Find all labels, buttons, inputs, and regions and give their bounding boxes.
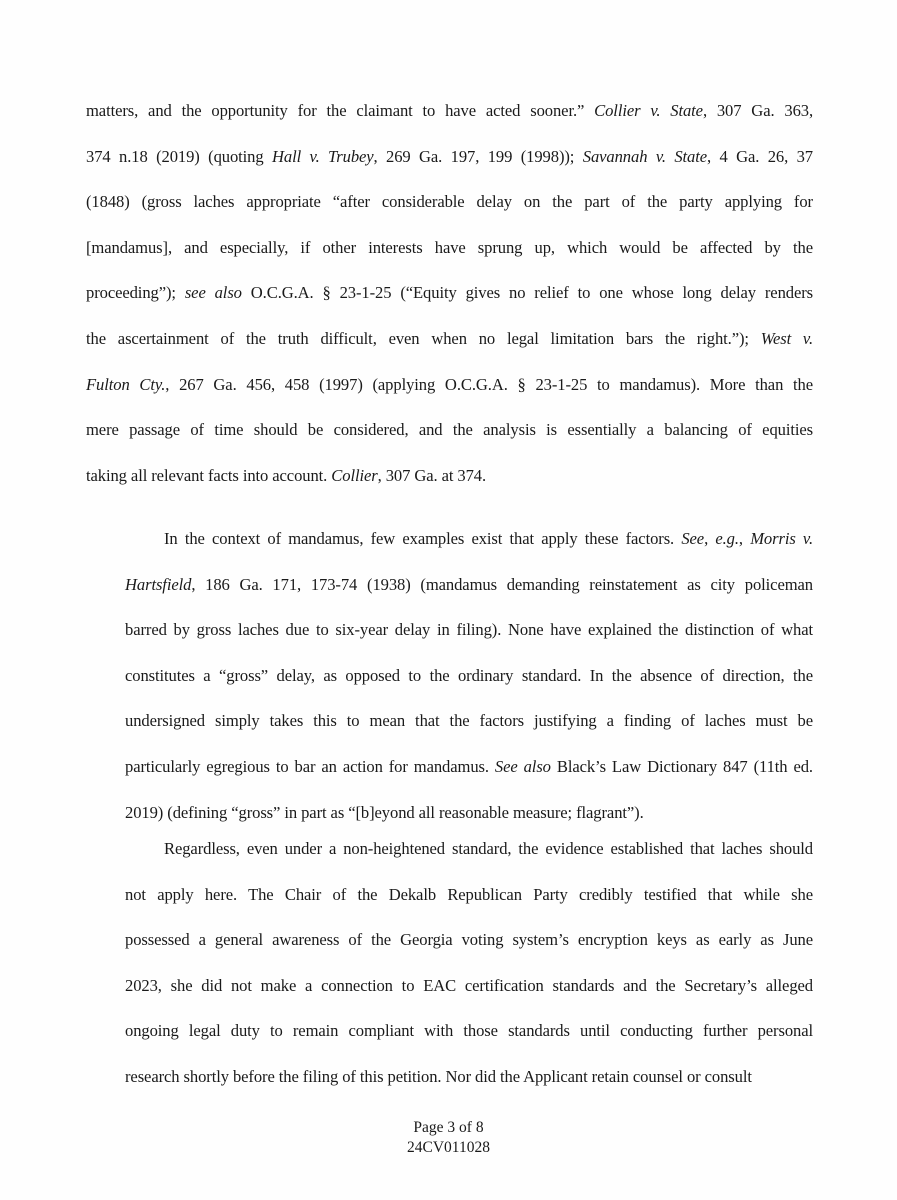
- text-line: [86, 270, 813, 316]
- text-line: [86, 1008, 813, 1054]
- text-run: , 307 Ga. 363,: [702, 101, 814, 120]
- text-line: [86, 225, 813, 271]
- text-run: the ascertainment of the truth difficult, even when no legal limitation bars the right.”);: [86, 328, 761, 348]
- citation-italic: Fulton Cty.: [86, 374, 166, 394]
- text-run: [mandamus], and especially, if other interests have sprung up, which would be affected by the: [86, 237, 813, 257]
- text-run: matters, and the opportunity for the claimant to have acted sooner.”: [86, 101, 595, 120]
- text-run: In the context of mandamus, few examples exist that apply these factors.: [164, 529, 682, 548]
- text-run: O.C.G.A. § 23-1-25 (“Equity gives no relief to one whose long delay renders: [241, 283, 814, 303]
- citation-italic: See: [681, 529, 705, 548]
- citation-italic: Collier: [331, 465, 378, 485]
- text-line: [86, 744, 813, 790]
- text-run: , 186 Ga. 171, 173-74 (1938) (mandamus demanding reinstatement as city policeman: [191, 574, 813, 594]
- text-line: [86, 407, 813, 453]
- citation-italic: Morris v.: [750, 529, 813, 548]
- text-line: [86, 88, 813, 134]
- citation-italic: see also: [184, 283, 242, 303]
- case-number: 24CV011028: [407, 1139, 490, 1156]
- citation-italic: West v.: [760, 328, 814, 348]
- text-run: taking all relevant facts into account.: [86, 465, 332, 485]
- text-run: proceeding”);: [86, 283, 185, 303]
- text-line: [86, 826, 813, 872]
- paragraph: [86, 88, 813, 498]
- text-line: [86, 179, 813, 225]
- text-line: [86, 963, 813, 1009]
- text-line: [86, 516, 813, 562]
- text-line: [86, 917, 813, 963]
- text-run: , 307 Ga. at 374.: [377, 465, 487, 485]
- text-run: research shortly before the filing of this petition. Nor did the Applicant retain counsel or consult: [125, 1066, 752, 1086]
- text-line: [86, 607, 813, 653]
- text-run: 374 n.18 (2019) (quoting: [86, 146, 273, 166]
- text-line: [86, 453, 813, 499]
- citation-italic: Collier v. State: [594, 101, 703, 120]
- text-line: [86, 653, 813, 699]
- citation-italic: Hartsfield: [125, 574, 192, 594]
- citation-italic: e.g.: [715, 529, 739, 548]
- text-run: not apply here. The Chair of the Dekalb Republican Party credibly testified that while she: [125, 884, 813, 904]
- citation-italic: Savannah v. State: [582, 146, 708, 166]
- text-run: Black’s Law Dictionary 847 (11th ed.: [550, 756, 813, 776]
- text-run: , 4 Ga. 26, 37: [707, 146, 813, 166]
- text-line: [86, 316, 813, 362]
- text-line: [86, 134, 813, 180]
- text-run: ongoing legal duty to remain compliant with those standards until conducting further personal: [125, 1021, 813, 1041]
- text-run: (1848) (gross laches appropriate “after considerable delay on the part of the party applying for: [86, 192, 813, 212]
- text-run: 2023, she did not make a connection to EAC certification standards and the Secretary’s alleged: [125, 975, 813, 995]
- text-run: barred by gross laches due to six-year delay in filing). None have explained the distinction of what: [125, 620, 813, 640]
- text-run: , 269 Ga. 197, 199 (1998));: [373, 146, 583, 166]
- text-line: [86, 698, 813, 744]
- paragraph: [86, 826, 813, 1100]
- text-run: , 267 Ga. 456, 458 (1997) (applying O.C.G.A. § 23-1-25 to mandamus). More than the: [165, 374, 813, 394]
- page-footer: [0, 1118, 897, 1158]
- text-line: [86, 872, 813, 918]
- text-run: possessed a general awareness of the Georgia voting system’s encryption keys as early as June: [125, 930, 813, 950]
- citation-italic: See also: [494, 756, 551, 776]
- text-run: particularly egregious to bar an action for mandamus.: [125, 756, 495, 776]
- text-run: ,: [704, 529, 716, 548]
- text-run: Regardless, even under a non-heightened standard, the evidence established that laches should: [164, 839, 813, 858]
- text-run: 2019) (defining “gross” in part as “[b]eyond all reasonable measure; flagrant”).: [125, 802, 644, 822]
- text-run: constitutes a “gross” delay, as opposed to the ordinary standard. In the absence of direction, the: [125, 665, 813, 685]
- text-run: mere passage of time should be considered, and the analysis is essentially a balancing of equities: [86, 420, 813, 440]
- text-line: [86, 362, 813, 408]
- text-run: ,: [738, 529, 751, 548]
- paragraph: [86, 516, 813, 835]
- text-run: undersigned simply takes this to mean that the factors justifying a finding of laches must be: [125, 711, 813, 731]
- text-line: [86, 562, 813, 608]
- page-number: Page 3 of 8: [413, 1119, 484, 1136]
- citation-italic: Hall v. Trubey: [272, 146, 374, 166]
- text-line: [86, 1054, 813, 1100]
